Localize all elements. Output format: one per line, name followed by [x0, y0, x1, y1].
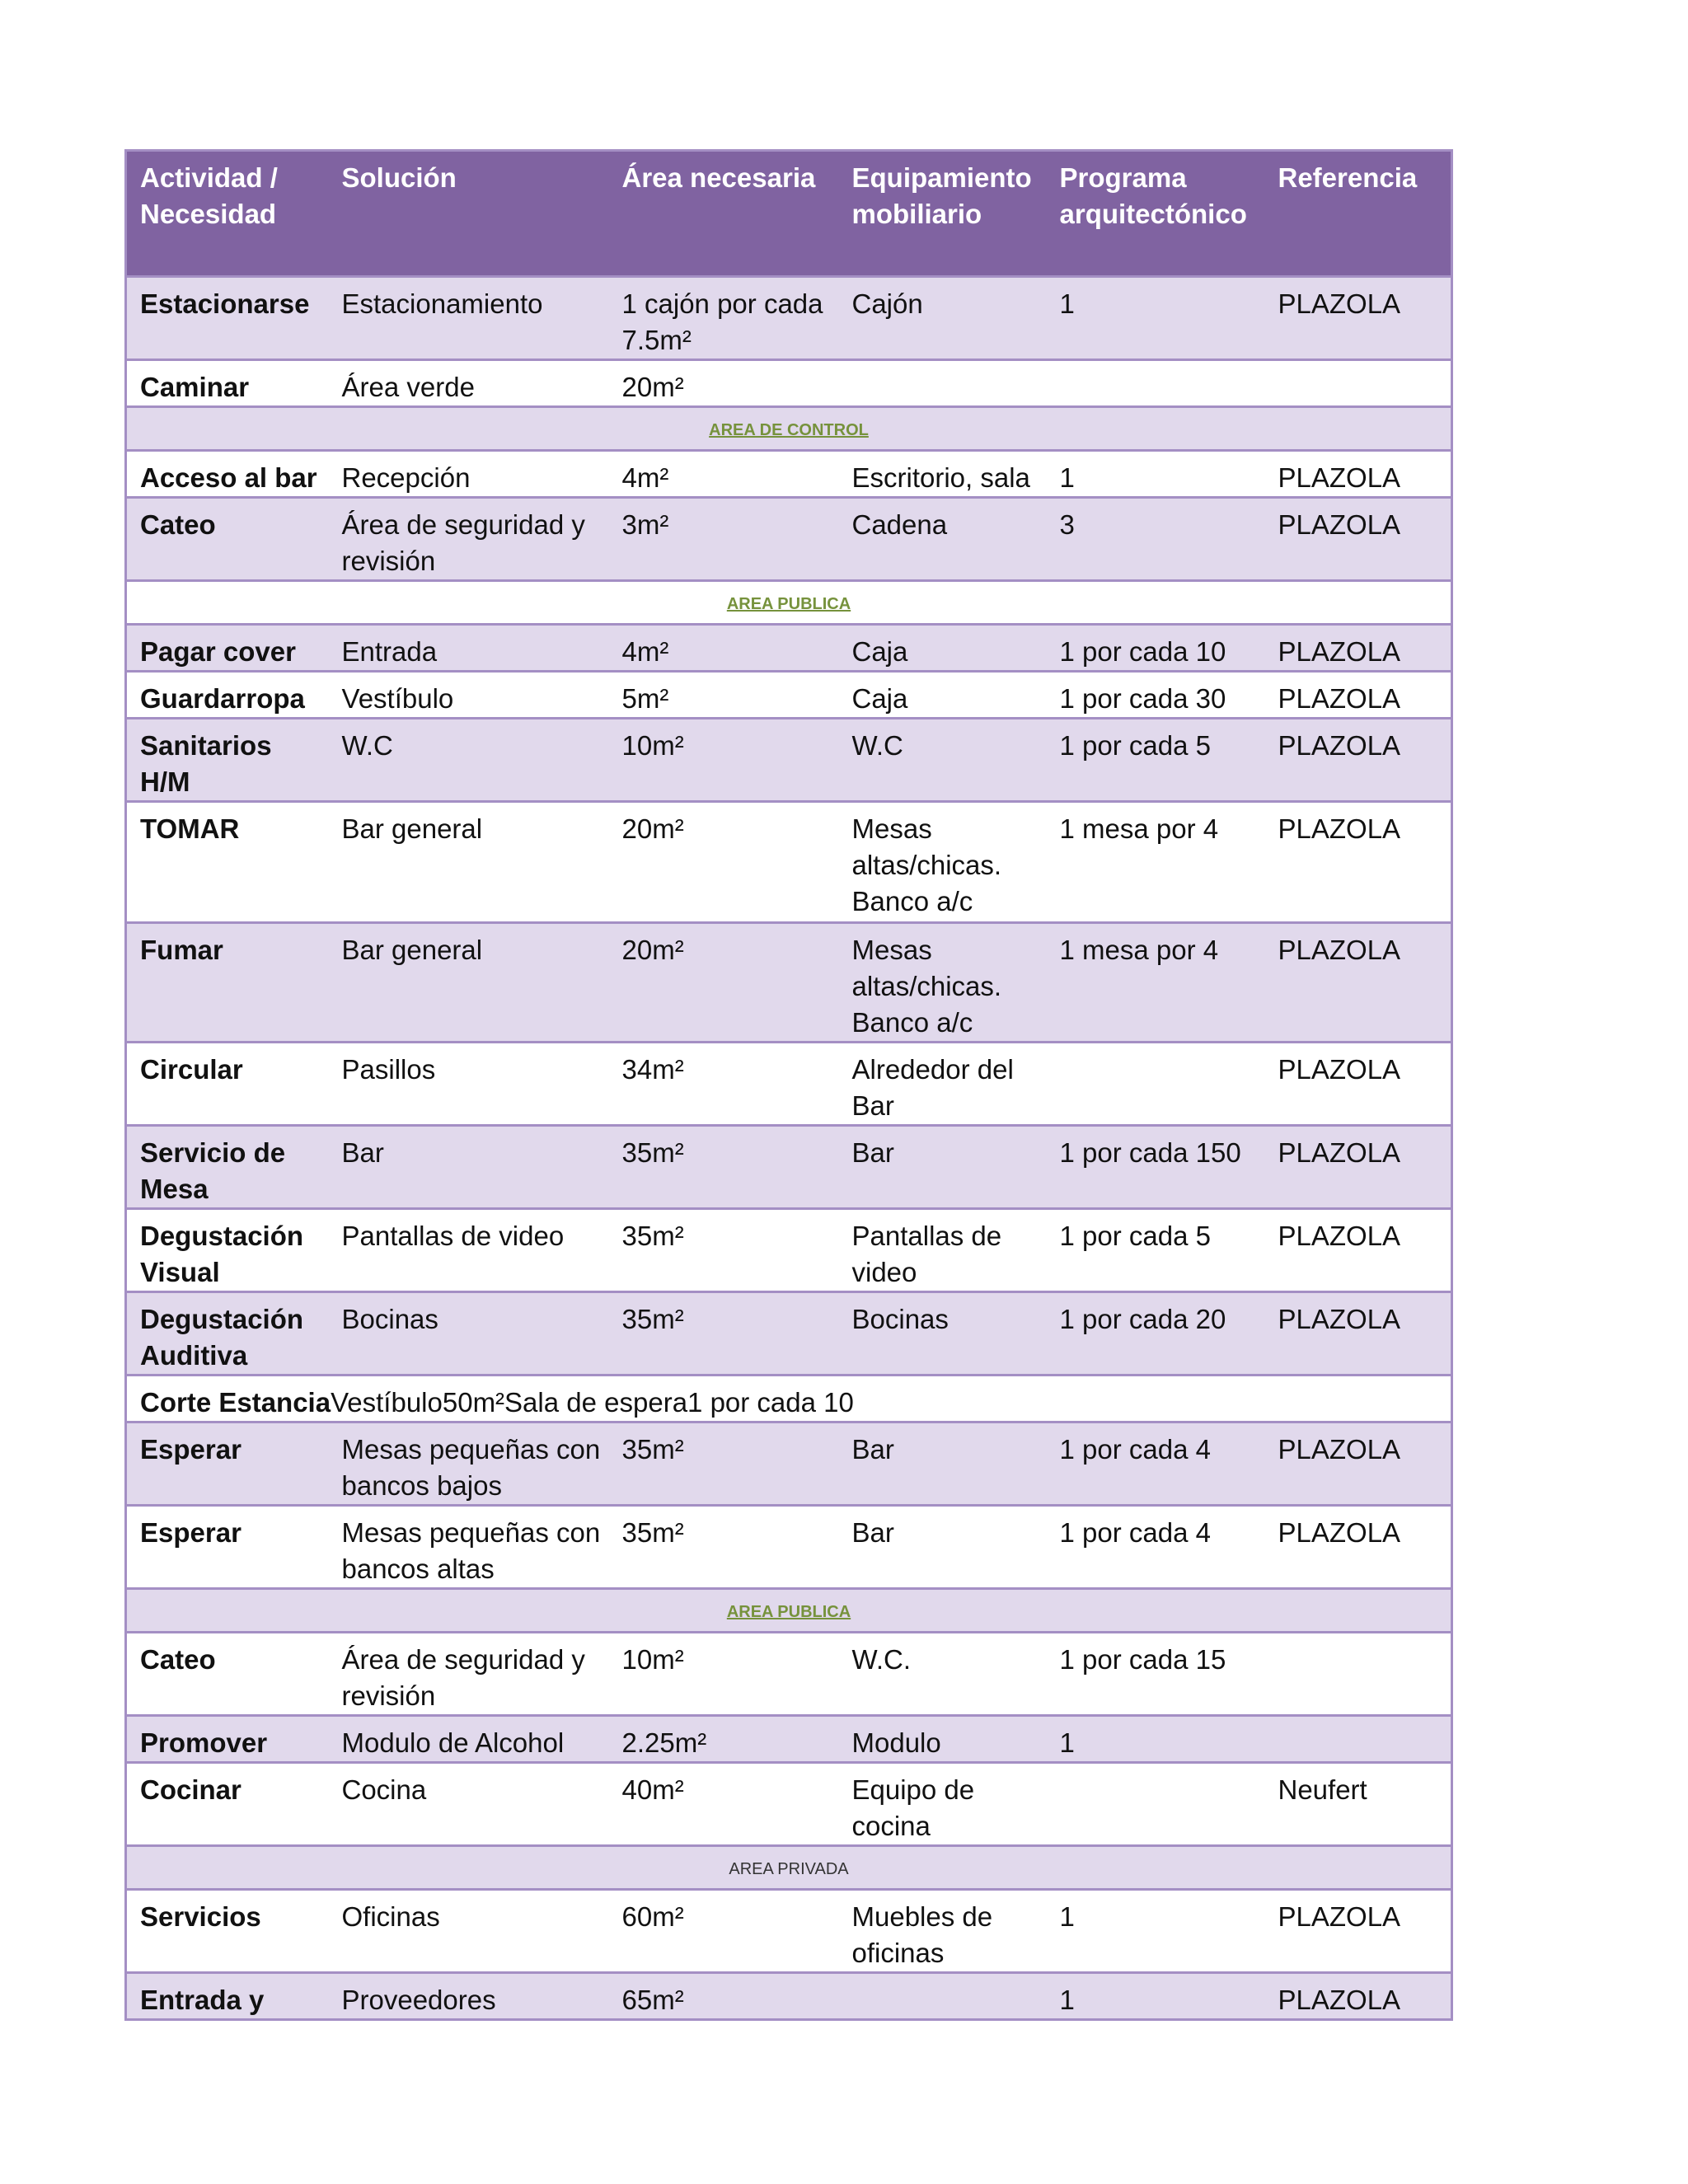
cell-area: 1 cajón por cada 7.5m² — [609, 277, 839, 360]
section-row — [126, 581, 1452, 625]
cell-equipamiento: Escritorio, sala — [839, 451, 1047, 498]
table-row — [126, 1292, 1452, 1376]
table-row — [126, 672, 1452, 719]
cell-area: 40m² — [609, 1763, 839, 1846]
program-table — [124, 149, 1453, 2021]
cell-actividad: Cateo — [126, 498, 329, 581]
cell-solucion: Mesas pequeñas con bancos altas — [329, 1506, 609, 1589]
cell-solucion: Bar — [329, 1126, 609, 1209]
cell-programa: 1 mesa por 4 — [1047, 802, 1265, 923]
header-programa: Programa arquitectónico — [1047, 151, 1265, 277]
cell-equipamiento: Caja — [839, 625, 1047, 672]
cell-solucion: Área verde — [329, 360, 609, 407]
section-row — [126, 407, 1452, 451]
cell-referencia: PLAZOLA — [1265, 1973, 1452, 2020]
table-row — [126, 1043, 1452, 1126]
cell-referencia: Neufert — [1265, 1763, 1452, 1846]
cell-area: 5m² — [609, 672, 839, 719]
cell-programa: 3 — [1047, 498, 1265, 581]
cell-referencia: PLAZOLA — [1265, 1292, 1452, 1376]
cell-equipamiento: Bar — [839, 1422, 1047, 1506]
section-label: AREA PUBLICA — [726, 1603, 851, 1621]
cell-actividad: Servicio de Mesa — [126, 1126, 329, 1209]
cell-equipamiento: Muebles de oficinas — [839, 1890, 1047, 1973]
section-cell — [126, 1846, 1452, 1890]
cell-area: 20m² — [609, 360, 839, 407]
table-row — [126, 360, 1452, 407]
cell-equipamiento: Cadena — [839, 498, 1047, 581]
cell-programa: 1 por cada 5 — [1047, 1209, 1265, 1292]
cell-equipamiento — [839, 360, 1047, 407]
table-row — [126, 1973, 1452, 2020]
section-cell — [126, 581, 1452, 625]
table-row — [126, 1126, 1452, 1209]
table-row — [126, 625, 1452, 672]
cell-actividad: Estacionarse — [126, 277, 329, 360]
cell-solucion: Vestíbulo — [329, 672, 609, 719]
header-area: Área necesaria — [609, 151, 839, 277]
cell-solucion: Mesas pequeñas con bancos bajos — [329, 1422, 609, 1506]
cell-actividad: Cocinar — [126, 1763, 329, 1846]
cell-equipamiento: Bar — [839, 1126, 1047, 1209]
cell-solucion: Cocina — [329, 1763, 609, 1846]
merged-rest: Vestíbulo50m²Sala de espera1 por cada 10 — [331, 1387, 854, 1418]
cell-solucion: W.C — [329, 719, 609, 802]
cell-equipamiento: Mesas altas/chicas. Banco a/c — [839, 802, 1047, 923]
cell-solucion: Estacionamiento — [329, 277, 609, 360]
cell-actividad: TOMAR — [126, 802, 329, 923]
table-row — [126, 277, 1452, 360]
table-row — [126, 498, 1452, 581]
cell-programa: 1 por cada 4 — [1047, 1422, 1265, 1506]
cell-area: 4m² — [609, 625, 839, 672]
cell-programa — [1047, 1763, 1265, 1846]
cell-actividad: Fumar — [126, 923, 329, 1043]
cell-referencia — [1265, 1633, 1452, 1716]
cell-referencia: PLAZOLA — [1265, 1126, 1452, 1209]
cell-area: 20m² — [609, 802, 839, 923]
cell-programa: 1 — [1047, 1890, 1265, 1973]
cell-solucion: Área de seguridad y revisión — [329, 1633, 609, 1716]
cell-programa: 1 — [1047, 1716, 1265, 1763]
cell-referencia: PLAZOLA — [1265, 498, 1452, 581]
cell-equipamiento: Modulo — [839, 1716, 1047, 1763]
cell-solucion: Bar general — [329, 923, 609, 1043]
cell-area: 35m² — [609, 1506, 839, 1589]
cell-equipamiento: Equipo de cocina — [839, 1763, 1047, 1846]
table-header-row — [126, 151, 1452, 277]
cell-programa: 1 por cada 15 — [1047, 1633, 1265, 1716]
cell-solucion: Entrada — [329, 625, 609, 672]
section-label: AREA PUBLICA — [726, 595, 851, 613]
cell-referencia: PLAZOLA — [1265, 625, 1452, 672]
table-row — [126, 1209, 1452, 1292]
cell-solucion: Pasillos — [329, 1043, 609, 1126]
table-row — [126, 1716, 1452, 1763]
header-referencia: Referencia — [1265, 151, 1452, 277]
table-row — [126, 1633, 1452, 1716]
cell-actividad: Sanitarios H/M — [126, 719, 329, 802]
cell-solucion: Recepción — [329, 451, 609, 498]
table-row — [126, 1506, 1452, 1589]
cell-referencia — [1265, 1716, 1452, 1763]
cell-programa: 1 por cada 5 — [1047, 719, 1265, 802]
cell-programa: 1 por cada 150 — [1047, 1126, 1265, 1209]
cell-equipamiento: Mesas altas/chicas. Banco a/c — [839, 923, 1047, 1043]
table-body — [126, 277, 1452, 2020]
cell-equipamiento: W.C — [839, 719, 1047, 802]
cell-actividad: Pagar cover — [126, 625, 329, 672]
cell-referencia: PLAZOLA — [1265, 923, 1452, 1043]
cell-solucion: Proveedores — [329, 1973, 609, 2020]
cell-programa — [1047, 1043, 1265, 1126]
cell-referencia: PLAZOLA — [1265, 719, 1452, 802]
cell-actividad: Promover — [126, 1716, 329, 1763]
cell-programa — [1047, 360, 1265, 407]
table-row — [126, 802, 1452, 923]
cell-area: 4m² — [609, 451, 839, 498]
cell-referencia — [1265, 360, 1452, 407]
section-row — [126, 1846, 1452, 1890]
section-cell — [126, 1589, 1452, 1633]
table-row — [126, 923, 1452, 1043]
cell-solucion: Bocinas — [329, 1292, 609, 1376]
table-row — [126, 1376, 1452, 1422]
cell-equipamiento: Cajón — [839, 277, 1047, 360]
cell-referencia: PLAZOLA — [1265, 672, 1452, 719]
cell-equipamiento: Bar — [839, 1506, 1047, 1589]
cell-programa: 1 por cada 20 — [1047, 1292, 1265, 1376]
cell-area: 3m² — [609, 498, 839, 581]
cell-referencia: PLAZOLA — [1265, 1506, 1452, 1589]
merged-cell — [126, 1376, 1452, 1422]
cell-equipamiento: Caja — [839, 672, 1047, 719]
cell-area: 35m² — [609, 1422, 839, 1506]
cell-actividad: Acceso al bar — [126, 451, 329, 498]
table-row — [126, 1890, 1452, 1973]
cell-referencia: PLAZOLA — [1265, 1890, 1452, 1973]
cell-referencia: PLAZOLA — [1265, 1422, 1452, 1506]
cell-programa: 1 mesa por 4 — [1047, 923, 1265, 1043]
cell-actividad: Esperar — [126, 1506, 329, 1589]
header-actividad: Actividad / Necesidad — [126, 151, 329, 277]
cell-referencia: PLAZOLA — [1265, 1209, 1452, 1292]
table-row — [126, 1763, 1452, 1846]
cell-area: 35m² — [609, 1126, 839, 1209]
cell-solucion: Modulo de Alcohol — [329, 1716, 609, 1763]
cell-solucion: Pantallas de video — [329, 1209, 609, 1292]
cell-area: 35m² — [609, 1209, 839, 1292]
cell-programa: 1 — [1047, 277, 1265, 360]
section-label: AREA PRIVADA — [729, 1860, 849, 1878]
cell-equipamiento: W.C. — [839, 1633, 1047, 1716]
cell-programa: 1 por cada 10 — [1047, 625, 1265, 672]
cell-programa: 1 — [1047, 1973, 1265, 2020]
section-cell — [126, 407, 1452, 451]
cell-area: 34m² — [609, 1043, 839, 1126]
cell-equipamiento: Bocinas — [839, 1292, 1047, 1376]
cell-referencia: PLAZOLA — [1265, 1043, 1452, 1126]
table-row — [126, 1422, 1452, 1506]
merged-activity: Corte Estancia — [140, 1387, 331, 1418]
section-label: AREA DE CONTROL — [709, 421, 869, 439]
cell-equipamiento: Pantallas de video — [839, 1209, 1047, 1292]
cell-area: 2.25m² — [609, 1716, 839, 1763]
cell-equipamiento: Alrededor del Bar — [839, 1043, 1047, 1126]
cell-referencia: PLAZOLA — [1265, 277, 1452, 360]
cell-actividad: Esperar — [126, 1422, 329, 1506]
cell-programa: 1 por cada 4 — [1047, 1506, 1265, 1589]
cell-referencia: PLAZOLA — [1265, 802, 1452, 923]
cell-actividad: Degustación Auditiva — [126, 1292, 329, 1376]
cell-area: 10m² — [609, 1633, 839, 1716]
cell-referencia: PLAZOLA — [1265, 451, 1452, 498]
cell-area: 10m² — [609, 719, 839, 802]
cell-solucion: Oficinas — [329, 1890, 609, 1973]
cell-programa: 1 — [1047, 451, 1265, 498]
cell-actividad: Guardarropa — [126, 672, 329, 719]
table-row — [126, 719, 1452, 802]
cell-solucion: Bar general — [329, 802, 609, 923]
cell-area: 20m² — [609, 923, 839, 1043]
cell-equipamiento — [839, 1973, 1047, 2020]
cell-actividad: Servicios — [126, 1890, 329, 1973]
cell-actividad: Entrada y — [126, 1973, 329, 2020]
header-equipamiento: Equipamiento mobiliario — [839, 151, 1047, 277]
cell-solucion: Área de seguridad y revisión — [329, 498, 609, 581]
cell-area: 60m² — [609, 1890, 839, 1973]
cell-actividad: Degustación Visual — [126, 1209, 329, 1292]
cell-programa: 1 por cada 30 — [1047, 672, 1265, 719]
cell-area: 65m² — [609, 1973, 839, 2020]
cell-actividad: Cateo — [126, 1633, 329, 1716]
header-solucion: Solución — [329, 151, 609, 277]
table-row — [126, 451, 1452, 498]
cell-area: 35m² — [609, 1292, 839, 1376]
section-row — [126, 1589, 1452, 1633]
cell-actividad: Caminar — [126, 360, 329, 407]
cell-actividad: Circular — [126, 1043, 329, 1126]
